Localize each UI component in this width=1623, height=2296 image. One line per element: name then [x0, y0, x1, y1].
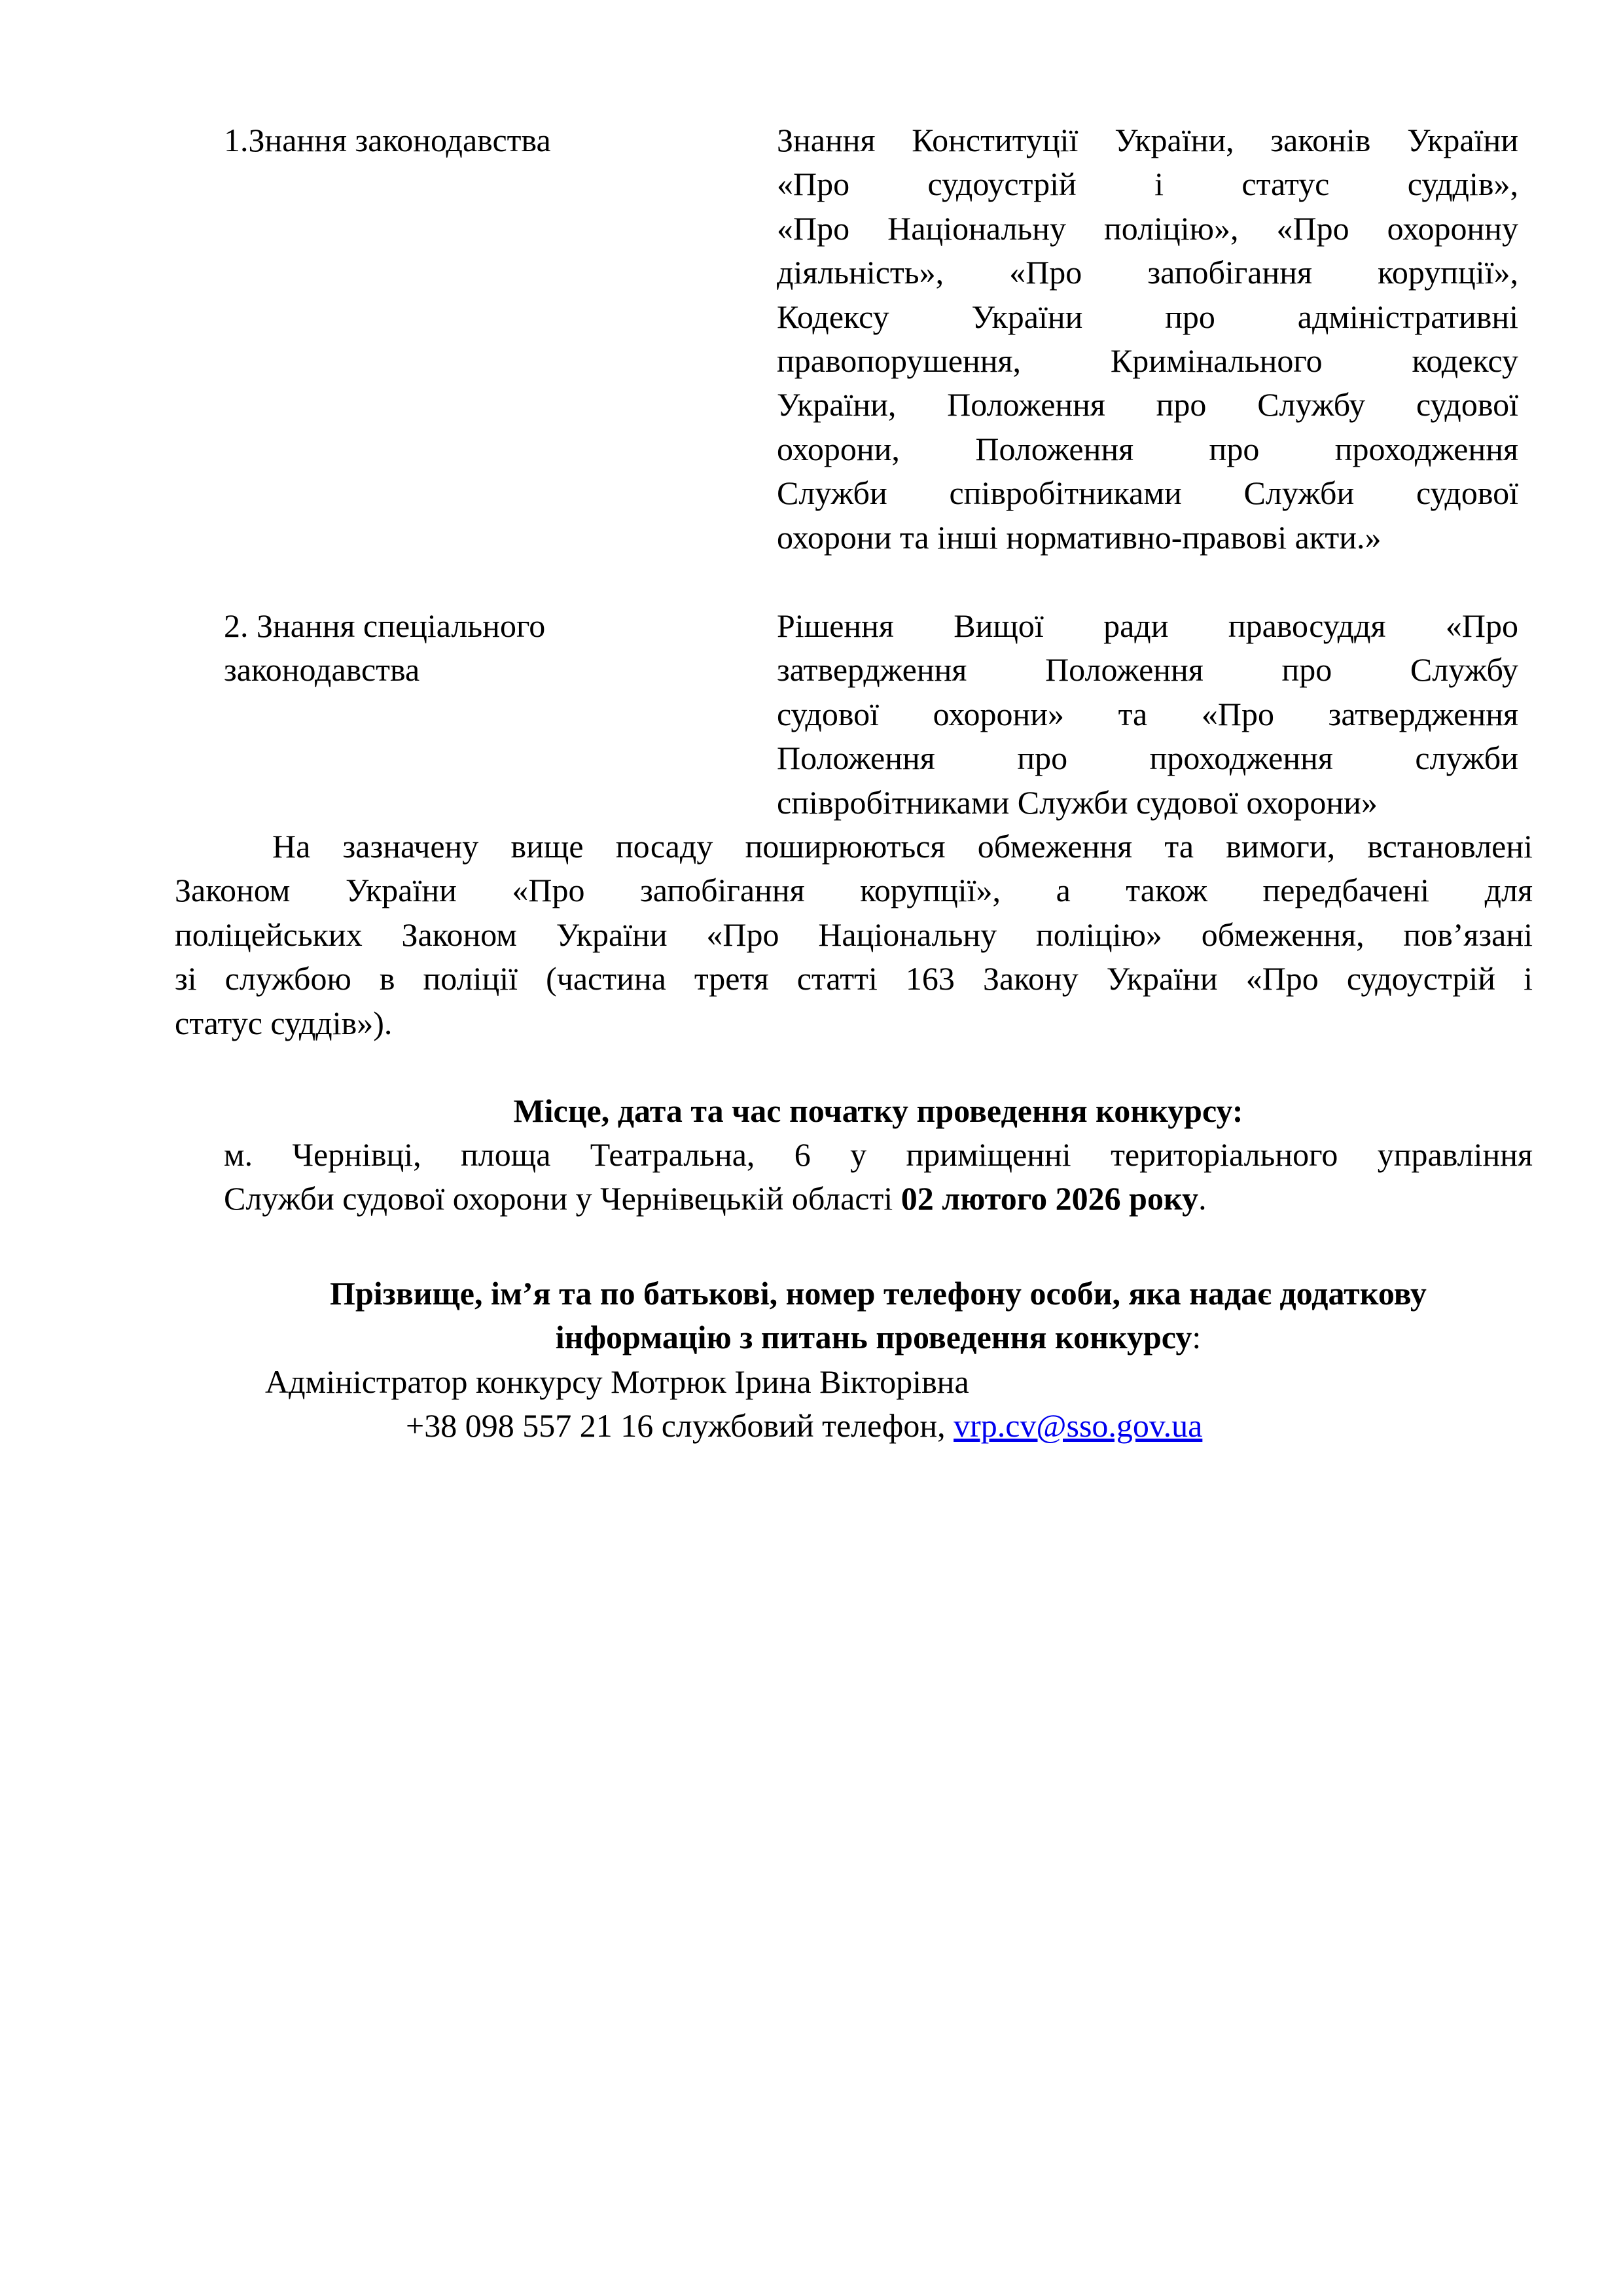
text-line: На зазначену вище посаду поширюються обмеження та вимоги, встановлені [272, 828, 1533, 865]
text-line: України, Положення про Службу судової [777, 386, 1518, 423]
venue-details [224, 1133, 1533, 1221]
text-line: охорони, Положення про проходження [777, 430, 1518, 467]
text-line: судової охорони» та «Про затвердження [777, 695, 1518, 732]
requirement-2-label [224, 604, 747, 692]
text-line: затвердження Положення про Службу [777, 651, 1518, 689]
text-line: співробітниками Служби судової охорони» [777, 783, 1378, 821]
text-line: «Про судоустрій і статус суддів», [777, 166, 1518, 203]
venue-heading-text: Місце, дата та час початку проведення конкурсу: [513, 1092, 1243, 1129]
text-line: зі службою в поліції (частина третя статті 163 Закону України «Про судоустрій і [175, 960, 1533, 997]
text-line: Знання Конституції України, законів України [777, 122, 1518, 158]
requirement-2-text [777, 604, 1518, 825]
text-line: правопорушення, Кримінального кодексу [777, 342, 1518, 380]
contact-heading-colon: : [1192, 1319, 1202, 1356]
text-line: Служби співробітниками Служби судової [777, 475, 1518, 512]
venue-line: м. Чернівці, площа Театральна, 6 у приміщенні територіального управління [224, 1136, 1533, 1173]
contact-heading-line: інформацію з питань проведення конкурсу [555, 1319, 1192, 1356]
text-line: законодавства [224, 651, 420, 689]
contact-heading-line: Прізвище, ім’я та по батькові, номер телефону особи, яка надає додаткову [330, 1275, 1427, 1312]
text-line: Положення про проходження служби [777, 740, 1518, 777]
text-line: діяльність», «Про запобігання корупції», [777, 254, 1518, 291]
text-line: 2. Знання спеціального [224, 607, 546, 644]
contact-admin: Адміністратор конкурсу Мотрюк Ірина Вікторівна [265, 1363, 969, 1400]
venue-date: 02 лютого 2026 року [901, 1180, 1199, 1217]
requirement-1-label [224, 118, 747, 162]
venue-line [224, 1177, 1533, 1221]
contact-phone: +38 098 557 21 16 службовий телефон, [406, 1407, 954, 1444]
text-line: Кодексу України про адміністративні [777, 298, 1518, 335]
text-line: 1.Знання законодавства [224, 122, 551, 158]
venue-line-suffix: . [1198, 1180, 1207, 1217]
text-line: Законом України «Про запобігання корупції», а також передбачені для [175, 872, 1533, 909]
restrictions-paragraph [175, 825, 1533, 1045]
venue-heading [224, 1089, 1533, 1133]
text-line: охорони та інші нормативно-правові акти.» [777, 518, 1382, 556]
venue-line-text: Служби судової охорони у Чернівецькій області [224, 1180, 901, 1217]
contact-phone-line [406, 1404, 1202, 1448]
contact-heading [224, 1272, 1533, 1360]
text-line: поліцейських Законом України «Про Національну поліцію» обмеження, пов’язані [175, 916, 1533, 953]
requirement-1-text [777, 118, 1518, 560]
text-line: статус суддів»). [175, 1004, 393, 1041]
text-line: Рішення Вищої ради правосуддя «Про [777, 607, 1518, 644]
text-line: «Про Національну поліцію», «Про охоронну [777, 209, 1518, 247]
contact-email-link[interactable]: vrp.cv@sso.gov.ua [954, 1407, 1203, 1444]
